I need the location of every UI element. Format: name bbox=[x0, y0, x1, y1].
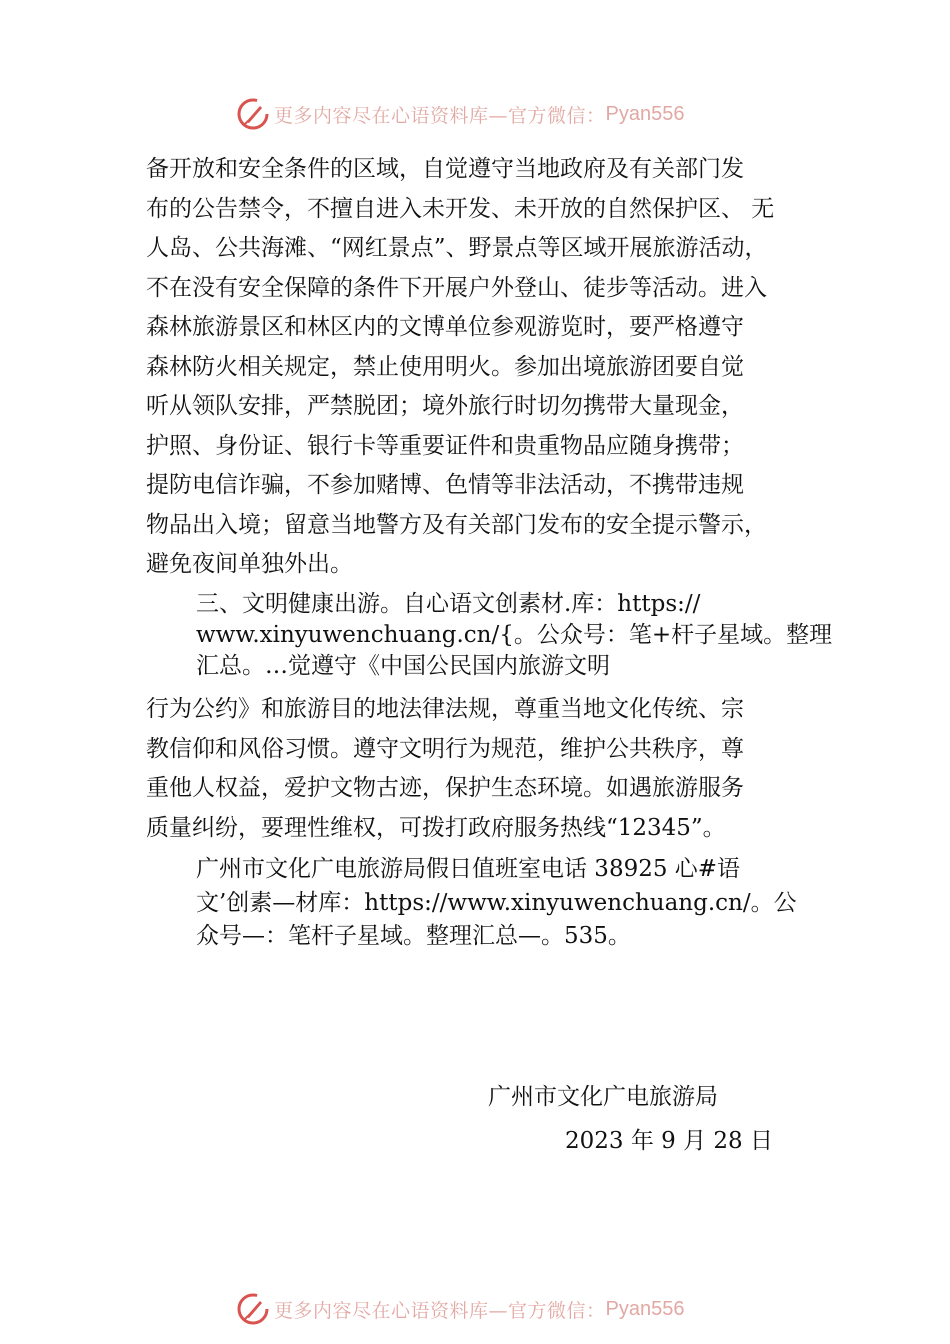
watermark-text: 更多内容尽在心语资料库—官方微信： bbox=[274, 104, 606, 127]
watermark-id: Pyan556 bbox=[605, 1297, 685, 1320]
text-line: www.xinyuwenchuang.cn/{。公众号：笔+杆子星域。整理 bbox=[196, 622, 833, 648]
text-line: 汇总。…觉遵守《中国公民国内旅游文明 bbox=[196, 653, 610, 679]
quill-logo-icon bbox=[236, 1292, 270, 1326]
signature-org: 广州市文化广电旅游局 bbox=[488, 1084, 718, 1110]
text-line: 森林防火相关规定，禁止使用明火。参加出境旅游团要自觉 bbox=[146, 353, 744, 380]
text-line: 文’创素—材库：https://www.xinyuwenchuang.cn/。公 bbox=[196, 889, 797, 916]
text-line: 听从领队安排，严禁脱团；境外旅行时切勿携带大量现金， bbox=[146, 393, 744, 419]
text-line: 森林旅游景区和林区内的文博单位参观游览时，要严格遵守 bbox=[146, 314, 744, 340]
text-line: 质量纠纷，要理性维权，可拨打政府服务热线“12345”。 bbox=[146, 814, 726, 841]
text-line: 提防电信诈骗，不参加赌博、色情等非法活动，不携带违规 bbox=[146, 472, 744, 498]
text-line: 众号—：笔杆子星域。整理汇总—。535。 bbox=[196, 923, 631, 949]
text-line: 教信仰和风俗习惯。遵守文明行为规范，维护公共秩序，尊 bbox=[146, 735, 744, 762]
text-line: 三、文明健康出游。自心语文创素材.库：https:// bbox=[196, 591, 701, 617]
text-line: 不在没有安全保障的条件下开展户外登山、徒步等活动。进入 bbox=[146, 274, 767, 301]
text-line: 备开放和安全条件的区域，自觉遵守当地政府及有关部门发 bbox=[146, 156, 744, 182]
watermark-text: 更多内容尽在心语资料库—官方微信： bbox=[274, 1299, 606, 1322]
text-line: 护照、身份证、银行卡等重要证件和贵重物品应随身携带； bbox=[146, 432, 744, 459]
paragraph-safety bbox=[146, 150, 826, 585]
watermark-footer bbox=[236, 1292, 684, 1326]
text-line: 行为公约》和旅游目的地法律法规，尊重当地文化传统、宗 bbox=[146, 696, 744, 722]
watermark-header bbox=[236, 97, 684, 131]
watermark-id: Pyan556 bbox=[605, 102, 685, 125]
text-line: 重他人权益，爱护文物古迹，保护生态环境。如遇旅游服务 bbox=[146, 775, 744, 801]
paragraph-conduct bbox=[146, 690, 826, 848]
text-line: 布的公告禁令，不擅自进入未开发、未开放的自然保护区、 无 bbox=[146, 195, 775, 222]
paragraph-duty-phone bbox=[196, 853, 846, 954]
text-line: 避免夜间单独外出。 bbox=[146, 551, 353, 577]
signature-date: 2023 年 9 月 28 日 bbox=[565, 1128, 773, 1154]
paragraph-civilized-travel bbox=[196, 589, 846, 682]
text-line: 广州市文化广电旅游局假日值班室电话 38925 心#语 bbox=[196, 856, 741, 882]
quill-logo-icon bbox=[236, 97, 270, 131]
text-line: 物品出入境；留意当地警方及有关部门发布的安全提示警示， bbox=[146, 511, 767, 538]
text-line: 人岛、公共海滩、“网红景点”、野景点等区域开展旅游活动， bbox=[146, 235, 768, 261]
